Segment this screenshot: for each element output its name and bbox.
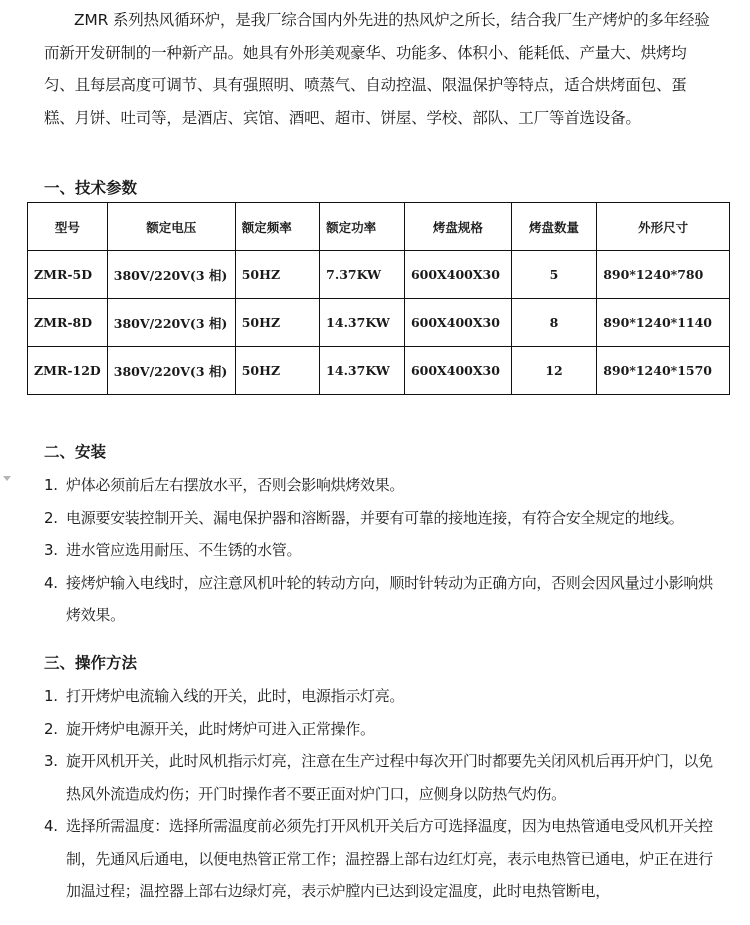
cell-frequency: 50HZ [235, 299, 319, 347]
cell-frequency: 50HZ [235, 251, 319, 299]
item-number: 4. [44, 573, 58, 592]
header-tray-count: 烤盘数量 [511, 203, 596, 251]
spec-table [27, 202, 730, 395]
cell-power: 14.37KW [320, 347, 405, 395]
item-text: 接烤炉输入电线时，应注意风机叶轮的转动方向，顺时针转动为正确方向，否则会因风量过小影响烘烤效果。 [66, 573, 713, 624]
cell-voltage: 380V/220V(3 相) [107, 251, 235, 299]
cell-power: 14.37KW [320, 299, 405, 347]
item-number: 1. [44, 687, 58, 705]
list-item [44, 534, 724, 567]
item-text: 旋开风机开关，此时风机指示灯亮，注意在生产过程中每次开门时都要先关闭风机后再开炉门，以免热风外流造成灼伤；开门时操作者不要正面对炉门口，应侧身以防热气灼伤。 [66, 752, 713, 803]
header-frequency: 额定频率 [235, 203, 319, 251]
list-item [44, 469, 724, 502]
cell-dimensions: 890*1240*1140 [597, 299, 730, 347]
list-item [44, 810, 724, 908]
section-title-specs: 一、技术参数 [44, 179, 138, 197]
table-row [28, 347, 730, 395]
section-title-operation: 三、操作方法 [44, 654, 138, 672]
installation-list [44, 469, 724, 632]
item-number: 2. [44, 719, 58, 738]
item-text: 打开烤炉电流输入线的开关，此时，电源指示灯亮。 [66, 687, 405, 705]
intro-text: ZMR 系列热风循环炉，是我厂综合国内外先进的热风炉之所长，结合我厂生产烤炉的多年经验而新开发研制的一种新产品。她具有外形美观豪华、功能多、体积小、能耗低、产量大、烘烤均匀、且每层高度可调节、具有强照明、喷蒸气、自动控温、限温保护等特点，适合烘烤面包、蛋糕、月饼、吐司等，是酒店、宾馆、酒吧、超市、饼屋、学校、部队、工厂等首选设备。 [44, 11, 710, 127]
cell-voltage: 380V/220V(3 相) [107, 299, 235, 347]
cell-tray-size: 600X400X30 [404, 347, 511, 395]
list-item [44, 680, 724, 713]
cell-model: ZMR-8D [28, 299, 108, 347]
item-text: 炉体必须前后左右摆放水平，否则会影响烘烤效果。 [66, 476, 405, 494]
cell-power: 7.37KW [320, 251, 405, 299]
item-number: 1. [44, 476, 58, 494]
table-row [28, 299, 730, 347]
cell-voltage: 380V/220V(3 相) [107, 347, 235, 395]
header-dimensions: 外形尺寸 [597, 203, 730, 251]
header-tray-size: 烤盘规格 [404, 203, 511, 251]
item-text: 旋开烤炉电源开关，此时烤炉可进入正常操作。 [66, 719, 375, 738]
item-number: 3. [44, 541, 58, 559]
cell-tray-size: 600X400X30 [404, 299, 511, 347]
cell-tray-count: 12 [511, 347, 596, 395]
list-item [44, 713, 724, 746]
header-model: 型号 [28, 203, 108, 251]
collapse-marker-icon [3, 476, 11, 481]
section-title-installation: 二、安装 [44, 443, 107, 461]
list-item [44, 567, 724, 632]
intro-paragraph [44, 4, 716, 134]
list-item [44, 745, 724, 810]
list-item [44, 502, 724, 535]
item-number: 3. [44, 752, 58, 770]
cell-tray-count: 5 [511, 251, 596, 299]
table-row [28, 251, 730, 299]
header-power: 额定功率 [320, 203, 405, 251]
item-number: 4. [44, 817, 58, 835]
item-number: 2. [44, 508, 58, 527]
cell-model: ZMR-12D [28, 347, 108, 395]
header-voltage: 额定电压 [107, 203, 235, 251]
cell-dimensions: 890*1240*780 [597, 251, 730, 299]
item-text: 电源要安装控制开关、漏电保护器和溶断器，并要有可靠的接地连接，有符合安全规定的地线。 [66, 508, 684, 527]
item-text: 选择所需温度：选择所需温度前必须先打开风机开关后方可选择温度，因为电热管通电受风机开关控制，先通风后通电，以便电热管正常工作；温控器上部右边红灯亮，表示电热管已通电，炉正在进行加温过程；温控器上部右边绿灯亮，表示炉膛内已达到设定温度，此时电热管断电， [66, 817, 713, 900]
operation-list [44, 680, 724, 908]
table-header-row [28, 203, 730, 251]
cell-model: ZMR-5D [28, 251, 108, 299]
cell-tray-size: 600X400X30 [404, 251, 511, 299]
item-text: 进水管应选用耐压、不生锈的水管。 [66, 541, 302, 559]
cell-tray-count: 8 [511, 299, 596, 347]
cell-dimensions: 890*1240*1570 [597, 347, 730, 395]
cell-frequency: 50HZ [235, 347, 319, 395]
